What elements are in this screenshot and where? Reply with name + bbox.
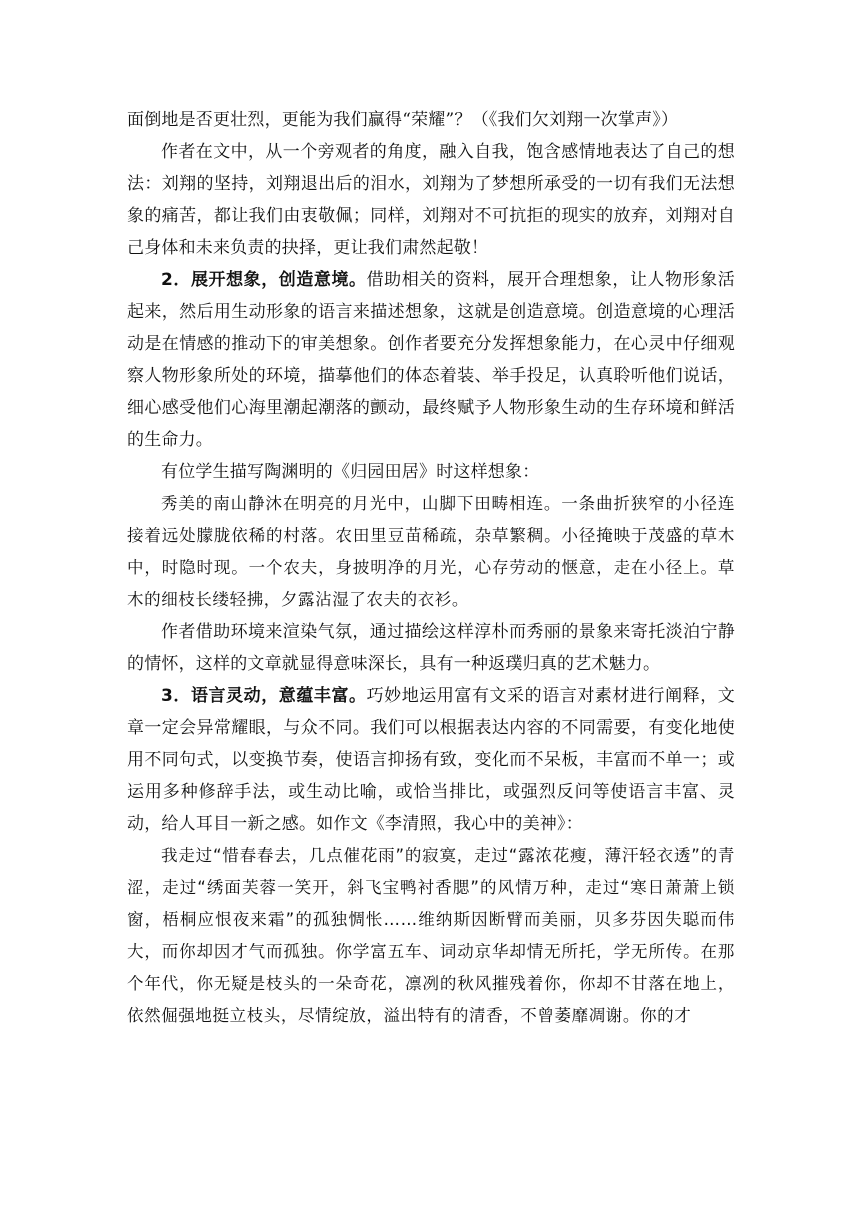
quoted-example-1: 秀美的南山静沐在明亮的月光中，山脚下田畴相连。一条曲折狭窄的小径连接着远处朦胧依稀的村落。农田里豆苗稀疏，杂草繁稠。小径掩映于茂盛的草木中，时隐时现。一个农夫，身披明净的月光，心存劳动的惬意，走在小径上。草木的细枝长缕轻拂，夕露沾湿了农夫的衣衫。 [127,494,735,609]
section-3-heading: 3．语言灵动，意蕴丰富。 [161,686,367,706]
paragraph-example-intro: 有位学生描写陶渊明的《归园田居》时这样想象： [161,462,540,482]
quoted-example-2: 我走过“惜春春去，几点催花雨”的寂寞，走过“露浓花瘦，薄汗轻衣透”的青涩，走过“绣面芙蓉一笑开，斜飞宝鸭衬香腮”的风情万种，走过“寒日萧萧上锁窗，梧桐应恨夜来霜”的孤独惆怅……维纳斯因断臂而美丽，贝多芬因失聪而伟大，而你却因才气而孤独。你学富五车、词动京华却情无所托，学无所传。在那个年代，你无疑是枝头的一朵奇花，凛冽的秋风摧残着你，你却不甘落在地上，依然倔强地挺立枝头，尽情绽放，溢出特有的清香，不曾萎靡凋谢。你的才 [127,846,735,1025]
section-3-body: 巧妙地运用富有文采的语言对素材进行阐释，文章一定会异常耀眼，与众不同。我们可以根据表达内容的不同需要，有变化地使用不同句式，以变换节奏，使语言抑扬有致，变化而不呆板，丰富而不单一；或运用多种修辞手法，或生动比喻，或恰当排比，或强烈反问等使语言丰富、灵动，给人耳目一新之感。如作文《李清照，我心中的美神》： [127,686,736,834]
section-2-body: 借助相关的资料，展开合理想象，让人物形象活起来，然后用生动形象的语言来描述想象，这就是创造意境。创造意境的心理活动是在情感的推动下的审美想象。创作者要充分发挥想象能力，在心灵中仔细观察人物形象所处的环境，描摹他们的体态着装、举手投足，认真聆听他们说话，细心感受他们心海里潮起潮落的颤动，最终赋予人物形象生动的生存环境和鲜活的生命力。 [127,270,736,450]
section-2-paragraph [127,264,735,456]
section-2-heading: 2．展开想象，创造意境。 [161,270,367,290]
paragraph-author-comment: 作者在文中，从一个旁观者的角度，融入自我，饱含感情地表达了自己的想法：刘翔的坚持，刘翔退出后的泪水，刘翔为了梦想所承受的一切有我们无法想象的痛苦，都让我们由衷敬佩；同样，刘翔对不可抗拒的现实的放弃，刘翔对自己身体和未来负责的抉择，更让我们肃然起敬！ [127,142,735,258]
document-page [127,104,735,1032]
paragraph-continuation: 面倒地是否更壮烈，更能为我们赢得“荣耀”？（《我们欠刘翔一次掌声》） [127,110,679,130]
paragraph-analysis: 作者借助环境来渲染气氛，通过描绘这样淳朴而秀丽的景象来寄托淡泊宁静的情怀，这样的文章就显得意味深长，具有一种返璞归真的艺术魅力。 [127,622,735,674]
section-3-paragraph [127,680,735,840]
